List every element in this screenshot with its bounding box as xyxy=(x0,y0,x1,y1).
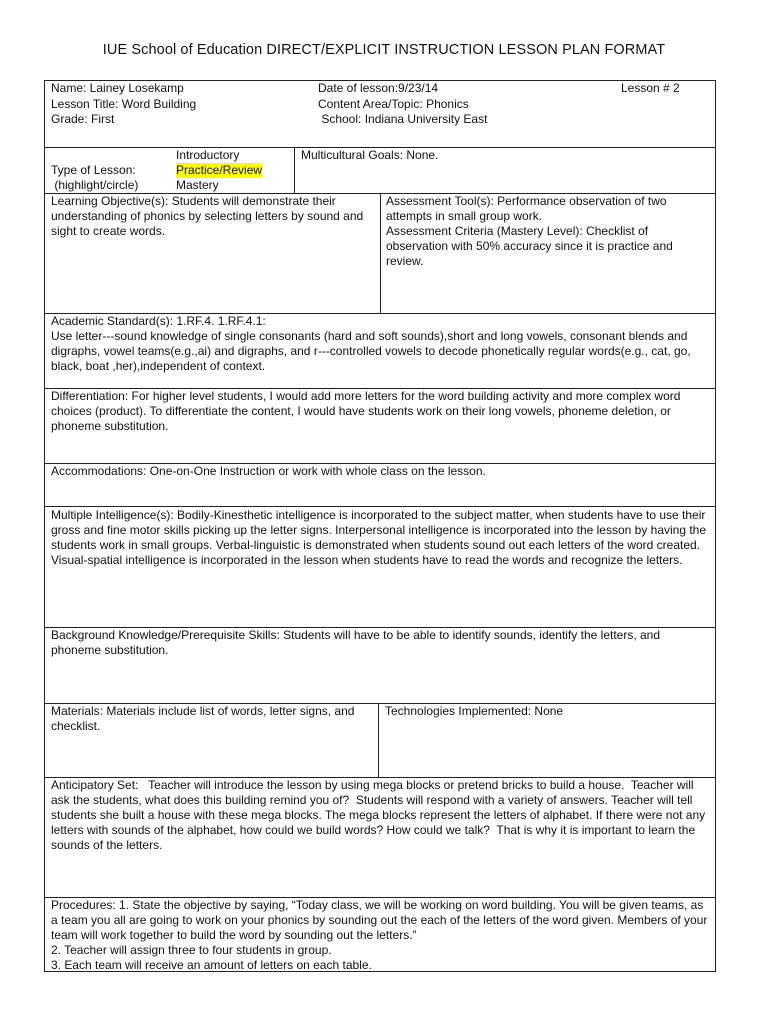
assessment-tool: Assessment Tool(s): Performance observation of two attempts in small group work. xyxy=(386,194,667,223)
assessment-criteria: Assessment Criteria (Mastery Level): Checklist of observation with 50% accuracy since it is practice and review. xyxy=(386,224,673,268)
lesson-number: Lesson # 2 xyxy=(621,81,680,95)
procedures-step-2: 2. Teacher will assign three to four students in group. xyxy=(51,943,332,957)
column-divider xyxy=(380,193,381,313)
multicultural-goals: Multicultural Goals: None. xyxy=(301,148,439,162)
procedures-step-1: Procedures: 1. State the objective by saying, “Today class, we will be working on word building. You will be given teams, as a team you all are going to work on your phonics by sounding out the each of the letters of the word given. Members of your team will work together to build the word by sounding out the letters.” xyxy=(51,898,708,942)
school: School: Indiana University East xyxy=(318,112,488,126)
background-knowledge: Background Knowledge/Prerequisite Skills: Students will have to be able to identify sounds, identify the letters, and phoneme substitution. xyxy=(51,628,661,657)
column-divider xyxy=(294,147,295,193)
anticipatory-set: Anticipatory Set: Teacher will introduce the lesson by using mega blocks or pretend bricks to build a house. Teacher will ask the students, what does this building remind you of? Students will respond with a variety of answers. Teacher will tell students she built a house with these mega blocks. The mega blocks represent the letters of alphabet. If there were not any letters with sounds of the alphabet, how could we build words? How could we talk? That is why it is important to learn the sounds of the letters. xyxy=(51,778,709,852)
lesson-title: Lesson Title: Word Building xyxy=(51,97,197,111)
lesson-type-option-introductory: Introductory xyxy=(176,148,240,162)
content-area: Content Area/Topic: Phonics xyxy=(318,97,469,111)
document-title: IUE School of Education DIRECT/EXPLICIT INSTRUCTION LESSON PLAN FORMAT xyxy=(102,42,666,58)
grade: Grade: First xyxy=(51,112,115,126)
academic-standard-text: Use letter---sound knowledge of single consonants (hard and soft sounds),short and long vowels, consonant blends and digraphs, vowel teams(e.g.,ai) and digraphs, and r---controlled vowels to decode phonetically regular words(e.g., cat, go, black, boat ,her),independent of context. xyxy=(51,329,691,373)
differentiation: Differentiation: For higher level students, I would add more letters for the word building activity and more complex word choices (product). To differentiate the content, I would have students work on their long vowels, phoneme deletion, or phoneme substitution. xyxy=(51,389,681,433)
learning-objective: Learning Objective(s): Students will demonstrate their understanding of phonics by selecting letters by sound and sight to create words. xyxy=(51,194,364,238)
multiple-intelligence: Multiple Intelligence(s): Bodily-Kinesthetic intelligence is incorporated to the subject matter, when students have to use their gross and fine motor skills picking up the letter signs. Interpersonal intelligence is incorporated into the lesson by having the students work in small groups. Verbal-linguistic is demonstrated when students sound out each letters of the word created. Visual-spatial intelligence is incorporated in the lesson when students have to read the words and recognize the letters. xyxy=(51,508,707,567)
teacher-name: Name: Lainey Losekamp xyxy=(51,81,184,95)
procedures-step-3: 3. Each team will receive an amount of letters on each table. xyxy=(51,958,372,972)
accommodations: Accommodations: One-on-One Instruction or work with whole class on the lesson. xyxy=(51,464,486,478)
academic-standard-heading: Academic Standard(s): 1.RF.4. 1.RF.4.1: xyxy=(51,314,266,328)
lesson-type-label: Type of Lesson: xyxy=(51,163,136,177)
column-divider xyxy=(378,703,379,777)
lesson-date: Date of lesson:9/23/14 xyxy=(318,81,439,95)
lesson-plan-form xyxy=(44,80,716,972)
lesson-type-sublabel: (highlight/circle) xyxy=(51,178,139,192)
lesson-type-option-practice-review: Practice/Review xyxy=(176,163,263,177)
technologies: Technologies Implemented: None xyxy=(385,704,564,718)
lesson-type-option-mastery: Mastery xyxy=(176,178,219,192)
row-divider xyxy=(45,506,715,507)
materials: Materials: Materials include list of words, letter signs, and checklist. xyxy=(51,704,355,733)
